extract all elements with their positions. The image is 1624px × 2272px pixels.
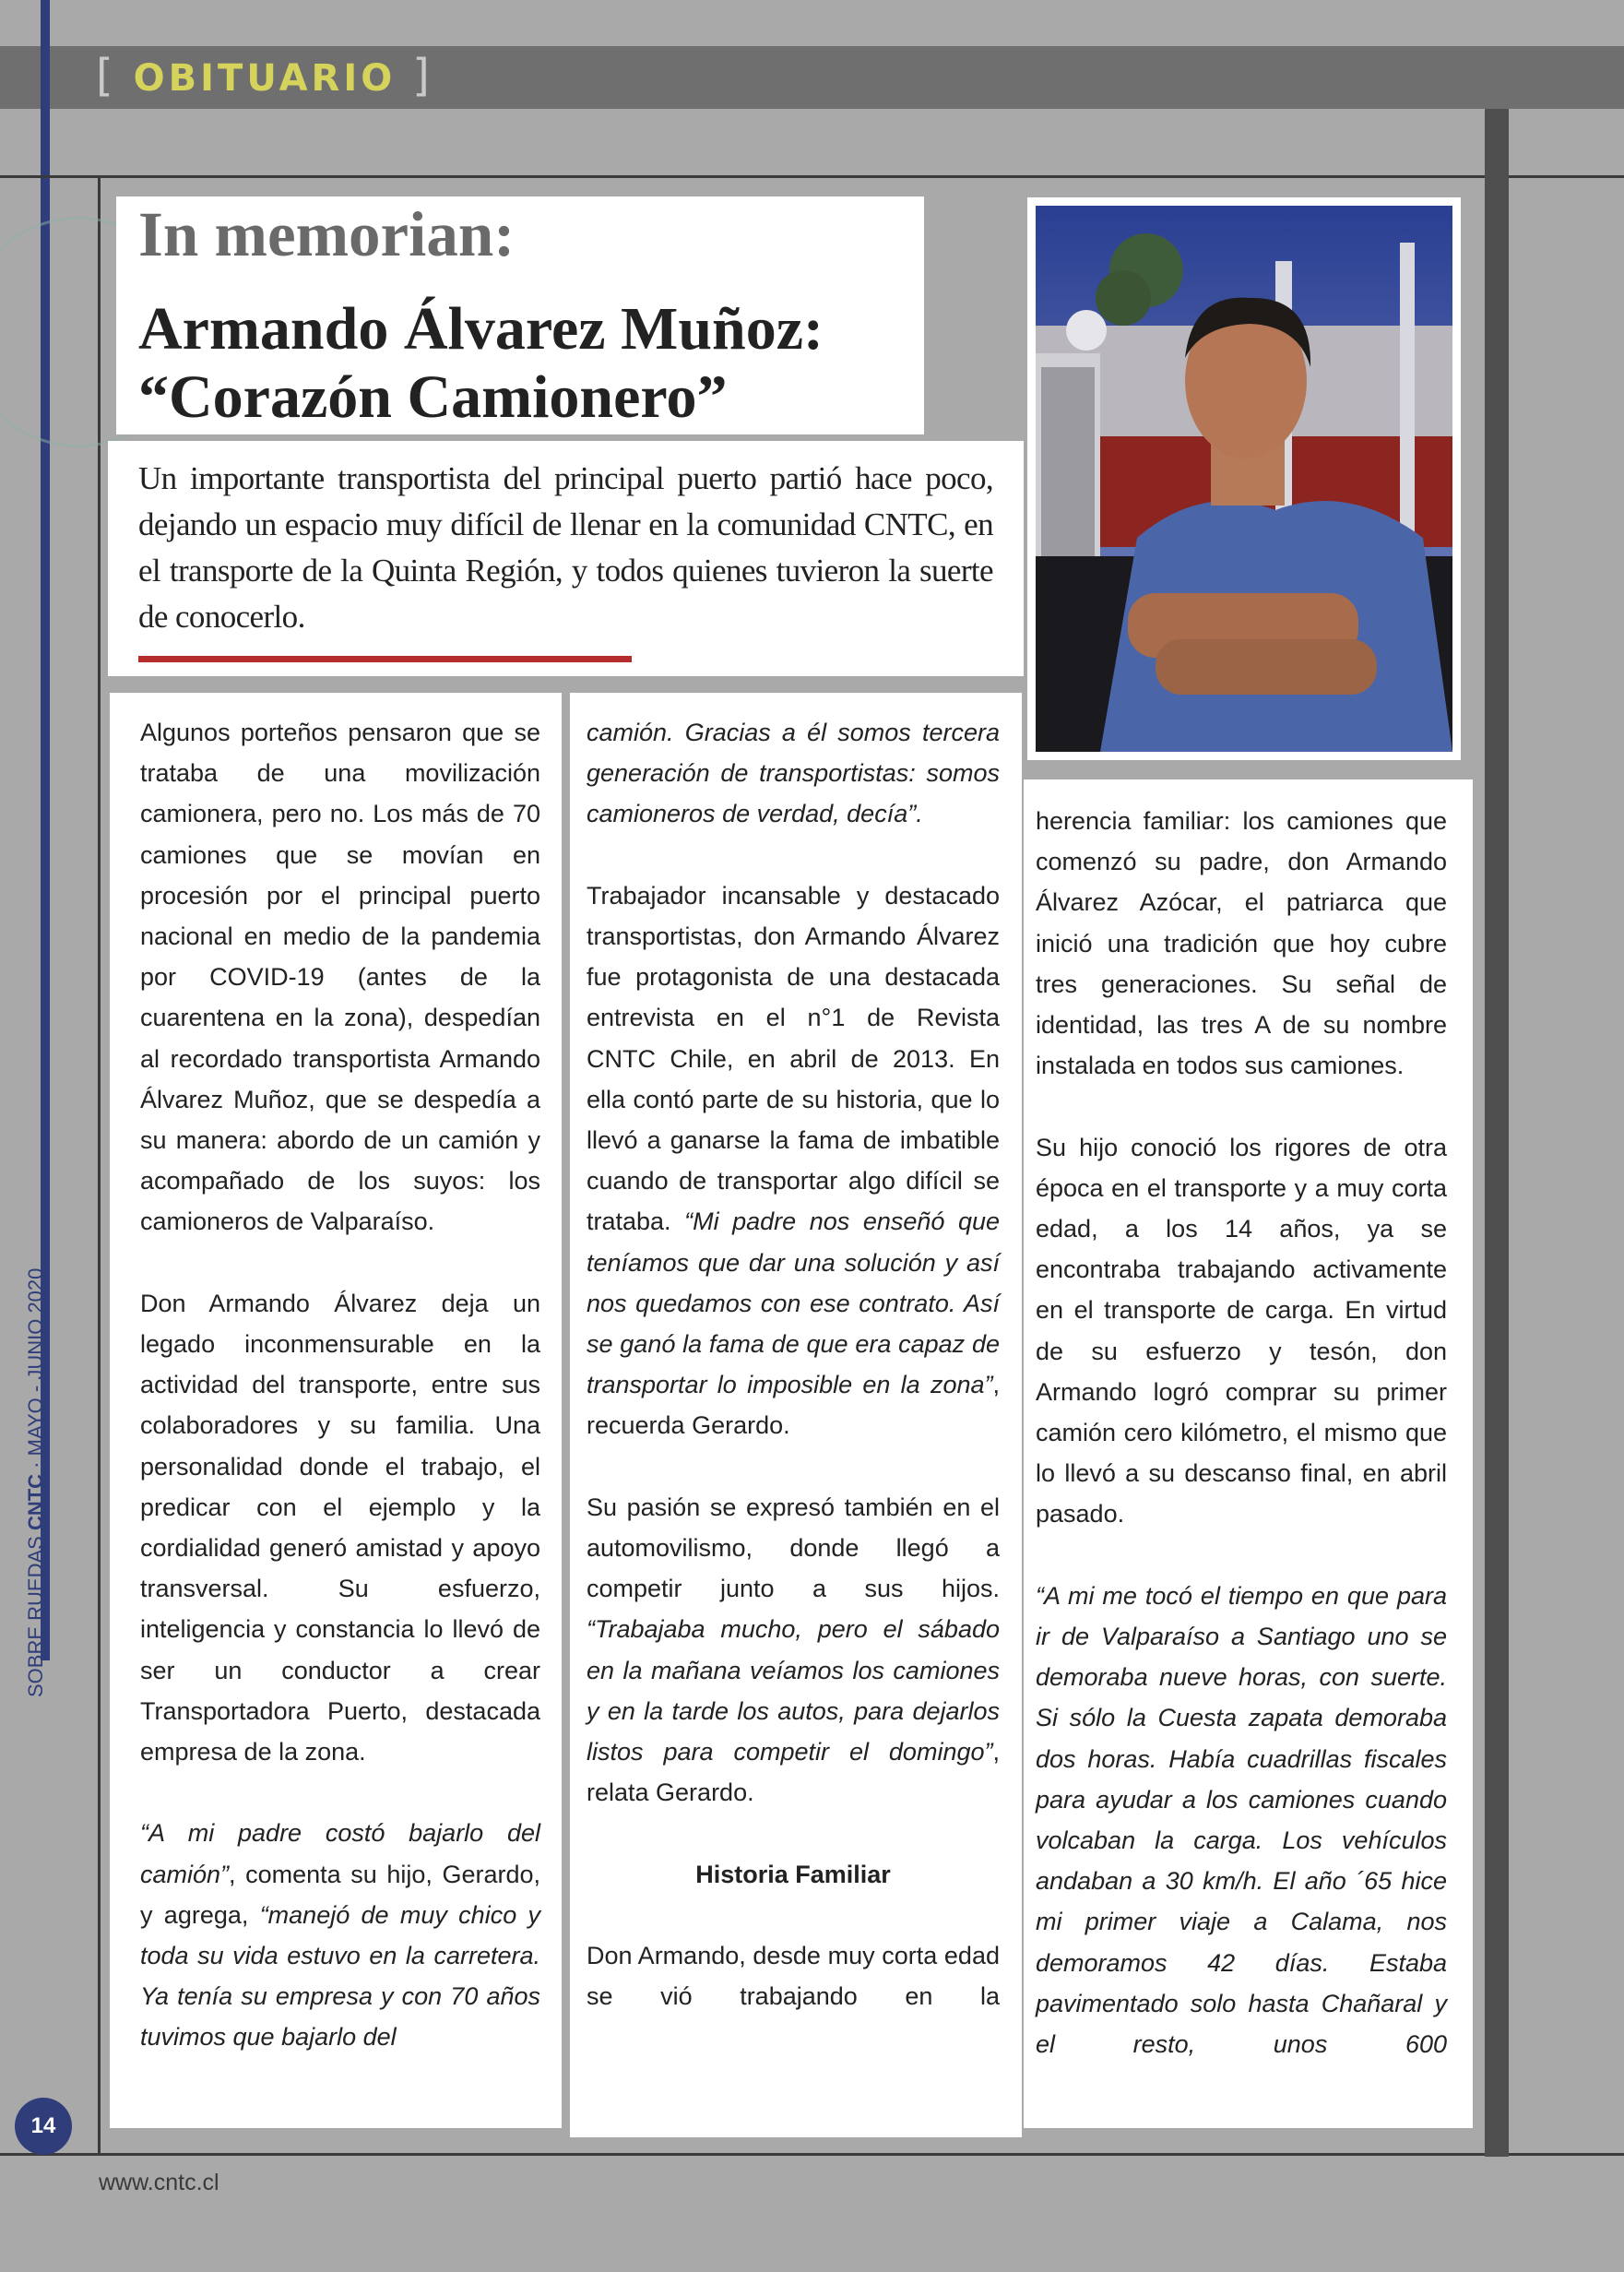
issue-date: · MAYO - JUNIO 2020 (24, 1267, 47, 1469)
magazine-issue-label (24, 1267, 66, 1697)
text-fragment: , comenta su hijo, Gerardo, y agrega, (140, 1860, 540, 1929)
page-number-badge (15, 2098, 72, 2155)
magazine-brand: CNTC (24, 1473, 47, 1531)
portrait-photo-frame (1027, 197, 1461, 760)
quote-fragment: “A mi padre costó bajarlo del camión” (140, 1819, 540, 1888)
col3-paragraph-2: Su hijo conoció los rigores de otra época en el transporte y a muy corta edad, a los 14 años, ya se encontraba trabajando activamente en el transporte de carga. En virtud de su esfuerzo y tesón, don Armando logró comprar su primer camión cero kilómetro, el mismo que lo llevó a su descanso final, en abril pasado. (1036, 1133, 1447, 1529)
col1-paragraph-3 (140, 1813, 540, 2057)
dek-text: Un importante transportista del principal puerto partió hace poco, dejando un espacio muy difícil de llenar en la comunidad CNTC, en el transporte de la Quinta Región, y todos quienes tuvieron la suerte de conocerlo. (138, 460, 993, 635)
portrait-illustration (1036, 206, 1452, 752)
headline-line-2: “Corazón Camionero” (138, 363, 728, 431)
article-column-1 (110, 693, 562, 2128)
text-fragment: Su pasión se expresó también en el automovilismo, donde llegó a competir junto a sus hijos. (587, 1493, 1000, 1603)
quote-fragment: “A mi me tocó el tiempo en que para ir de Valparaíso a Santiago uno se demoraba nueve horas, con suerte. Si sólo la Cuesta zapata demoraba dos horas. Había cuadrillas fiscales para ayudar a los camiones cuando volcaban la carga. Los vehículos andaban a 30 km/h. El año ´65 hice mi primer viaje a Calama, nos demoramos 42 días. Estaba pavimentado solo hasta Chañaral y el resto, unos 600 (1036, 1581, 1447, 2059)
col2-paragraph-3 (587, 1487, 1000, 1814)
right-accent-bar (1485, 109, 1509, 2157)
section-label-text: OBITUARIO (133, 57, 397, 100)
section-bracket-close: ] (412, 50, 433, 101)
col2-paragraph-4: Don Armando, desde muy corta edad se vió trabajando en la (587, 1942, 1000, 2011)
text-fragment: , relata Gerardo. (587, 1738, 1000, 1807)
red-rule (138, 656, 632, 662)
col2-paragraph-2 (587, 875, 1000, 1446)
magazine-name: SOBRE RUEDAS (24, 1536, 47, 1697)
quote-fragment: “Mi padre nos enseñó que teníamos que dar una solución y así nos quedamos con ese contrato. Así se ganó la fama de que era capaz de transportar lo imposible en la zona” (587, 1207, 1000, 1399)
section-bracket-open: [ (96, 50, 117, 101)
col2-paragraph-1 (587, 712, 1000, 835)
dek-block (108, 441, 1024, 676)
article-column-3 (1024, 779, 1473, 2128)
page-number: 14 (30, 2113, 56, 2138)
headline-line-1: Armando Álvarez Muñoz: (138, 295, 824, 363)
section-label (96, 50, 433, 101)
quote-fragment: “manejó de muy chico y toda su vida estuvo en la carretera. Ya tenía su empresa y con 70 años tuvimos que bajarlo del (140, 1900, 541, 2052)
frame-bottom-line (0, 2153, 1624, 2156)
article-column-2 (570, 693, 1022, 2137)
col3-paragraph-1: herencia familiar: los camiones que comenzó su padre, don Armando Álvarez Azócar, el patriarca que inició una tradición que hoy cubre tres generaciones. Su señal de identidad, las tres A de su nombre instalada en todos sus camiones. (1036, 807, 1447, 1080)
portrait-photo (1036, 206, 1452, 752)
text-fragment: , recuerda Gerardo. (587, 1371, 1000, 1440)
col3-paragraph-3 (1036, 1576, 1447, 2064)
title-kicker: In memorian: (138, 199, 516, 269)
footer-url[interactable]: www.cntc.cl (99, 2170, 219, 2195)
title-block (116, 196, 924, 434)
quote-fragment: “Trabajaba mucho, pero el sábado en la mañana veíamos los camiones y en la tarde los autos, para dejarlos listos para competir el domingo” (587, 1615, 1000, 1766)
subheading-historia-familiar: Historia Familiar (695, 1860, 891, 1888)
headline (138, 295, 902, 432)
frame-left-line (98, 175, 101, 2156)
quote-fragment: camión. Gracias a él somos tercera generación de transportistas: somos camioneros de verdad, decía”. (587, 719, 1000, 828)
col1-paragraph-2: Don Armando Álvarez deja un legado inconmensurable en la actividad del transporte, entre sus colaboradores y su familia. Una personalidad donde el trabajo, el predicar con el ejemplo y la cordialidad generó amistad y apoyo transversal. Su esfuerzo, inteligencia y constancia lo llevó de ser un conductor a crear Transportadora Puerto, destacada empresa de la zona. (140, 1289, 540, 1766)
col1-paragraph-1: Algunos porteños pensaron que se trataba de una movilización camionera, pero no. Los más de 70 camiones que se movían en procesión por el principal puerto nacional en medio de la pandemia por COVID-19 (antes de la cuarentena en la zona), despedían al recordado transportista Armando Álvarez Muñoz, que se despedía a su manera: abordo de un camión y acompañado de los suyos: los camioneros de Valparaíso. (140, 719, 540, 1236)
top-divider (0, 175, 1624, 178)
text-fragment: Trabajador incansable y destacado transportistas, don Armando Álvarez fue protagonista de una destacada entrevista en el n°1 de Revista CNTC Chile, en abril de 2013. En ella contó parte de su historia, que lo llevó a ganarse la fama de imbatible cuando de transportar algo difícil se trataba. (587, 881, 1000, 1236)
